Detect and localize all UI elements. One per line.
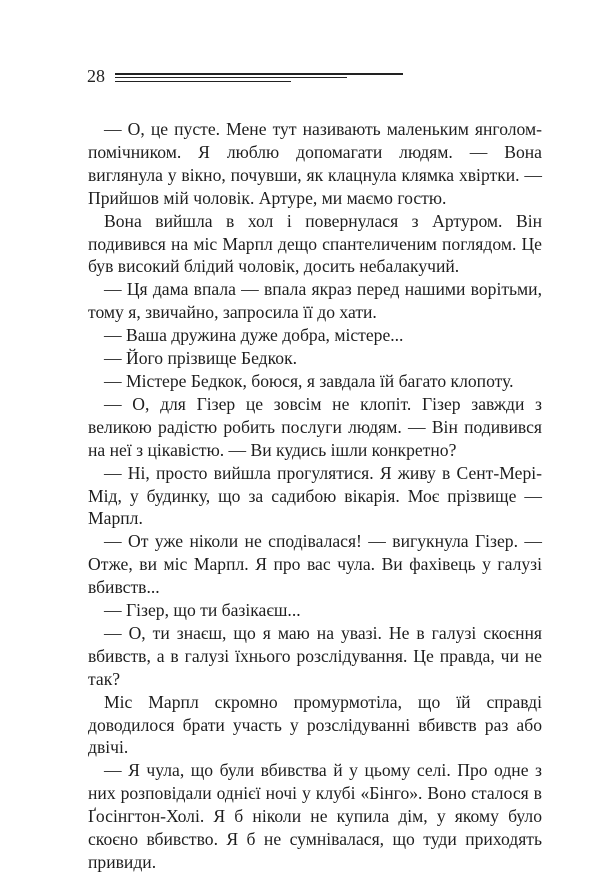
paragraph: — Я чула, що були вбивства й у цьому селі. Про одне з них розповідали однієї ночі у клубі «Бінго». Воно сталося в Ґосінгтон-Холі. Я б ніколи не купила дім, у якому було скоєно вбивство. Я б не сумнівалася, що туди приходять привиди. xyxy=(88,760,542,872)
paragraph: — О, для Гізер це зовсім не клопіт. Гізер завжди з великою радістю робить послуги людям. — Він подивився на неї з цікавістю. — Ви кудись ішли конкретно? xyxy=(88,393,542,460)
running-header xyxy=(87,64,327,88)
paragraph: — О, це пусте. Мене тут називають маленьким янголом-помічником. Я люблю допомагати людям. — Вона виглянула у вікно, почувши, як клацнула клямка хвіртки. — Прийшов мій чоловік. Артуре, ми маємо гостю. xyxy=(88,119,542,208)
body-text xyxy=(88,118,542,874)
paragraph: — Його прізвище Бедкок. xyxy=(104,348,298,369)
header-decorative-rule xyxy=(115,73,403,83)
paragraph: — О, ти знаєш, що я маю на увазі. Не в галузі скоєння вбивств, а в галузі їхнього розслідування. Це правда, чи не так? xyxy=(88,622,542,689)
page-number: 28 xyxy=(87,66,105,86)
paragraph: — Містере Бедкок, боюся, я завдала їй багато клопоту. xyxy=(104,370,514,391)
paragraph: — Ні, просто вийшла прогулятися. Я живу в Сент-Мері-Мід, у будинку, що за садибою вікарія. Моє прізвище — Марпл. xyxy=(88,462,542,529)
paragraph: Міс Марпл скромно промурмотіла, що їй справді доводилося брати участь у розслідуванні вбивств раз або двічі. xyxy=(88,691,542,758)
paragraph: — Ваша дружина дуже добра, містере... xyxy=(104,325,404,346)
paragraph: — От уже ніколи не сподівалася! — вигукнула Гізер. — Отже, ви міс Марпл. Я про вас чула. Ви фахівець у галузі вбивств... xyxy=(88,531,542,598)
paragraph: Вона вийшла в хол і повернулася з Артуром. Він подивився на міс Марпл дещо спантеличеним поглядом. Це був високий блідий чоловік, досить небалакучий. xyxy=(88,210,542,277)
header-rule-line xyxy=(115,73,403,75)
header-rule-line xyxy=(115,77,347,78)
paragraph: — Гізер, що ти базікаєш... xyxy=(104,600,301,621)
paragraph: — Ця дама впала — впала якраз перед нашими ворітьми, тому я, звичайно, запросила її до хати. xyxy=(88,279,542,323)
header-rule-line xyxy=(115,81,291,82)
